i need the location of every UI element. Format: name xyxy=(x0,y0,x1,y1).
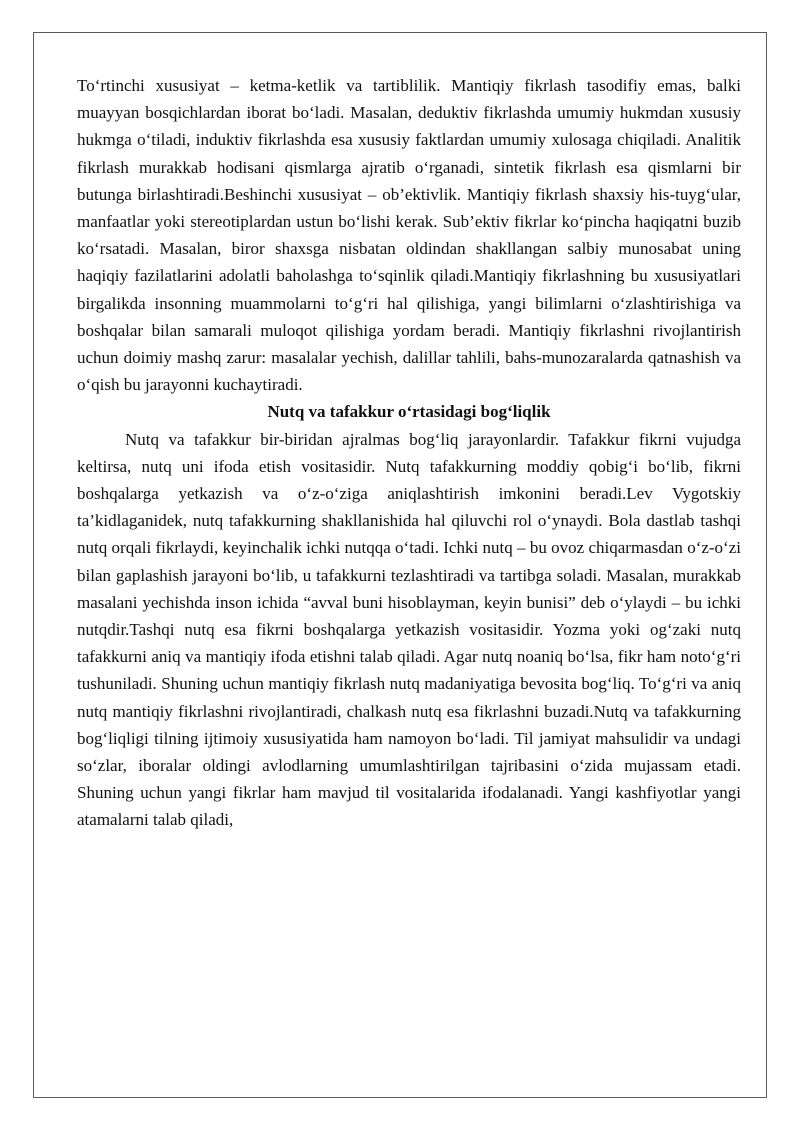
paragraph-speech-thought: Nutq va tafakkur bir-biridan ajralmas bog‘liq jarayonlardir. Tafakkur fikrni vujudga keltirsa, nutq uni ifoda etish vositasidir. Nutq tafakkurning moddiy qobig‘i bo‘lib, fikrni boshqalarga yetkazish va o‘z-o‘ziga aniqlashtirish imkonini beradi.Lev Vygotskiy ta’kidlaganidek, nutq tafakkurning shakllanishida hal qiluvchi rol o‘ynaydi. Bola dastlab tashqi nutq orqali fikrlaydi, keyinchalik ichki nutqqa o‘tadi. Ichki nutq – bu ovoz chiqarmasdan o‘z-o‘zi bilan gaplashish jarayoni bo‘lib, u tafakkurni tezlashtiradi va tartibga soladi. Masalan, murakkab masalani yechishda inson ichida “avval buni hisoblayman, keyin bunisi” deb o‘ylaydi – bu ichki nutqdir.Tashqi nutq esa fikrni boshqalarga yetkazish vositasidir. Yozma yoki og‘zaki nutq tafakkurni aniq va mantiqiy ifoda etishni talab qiladi. Agar nutq noaniq bo‘lsa, fikr ham noto‘g‘ri tushuniladi. Shuning uchun mantiqiy fikrlash nutq madaniyatiga bevosita bog‘liq. To‘g‘ri va aniq nutq mantiqiy fikrlashni rivojlantiradi, chalkash nutq esa fikrlashni buzadi.Nutq va tafakkurning bog‘liqligi tilning ijtimoiy xususiyatida ham namoyon bo‘ladi. Til jamiyat mahsulidir va undagi so‘zlar, iboralar oldingi avlodlarning umumlashtirilgan tajribasini o‘zida mujassam etadi. Shuning uchun yangi fikrlar ham mavjud til vositalarida ifodalanadi. Yangi kashfiyotlar yangi atamalarni talab qiladi, xyxy=(77,429,741,830)
document-body xyxy=(77,72,741,834)
section-heading: Nutq va tafakkur o‘rtasidagi bog‘liqlik xyxy=(267,402,551,422)
paragraph-characteristics: To‘rtinchi xususiyat – ketma-ketlik va tartiblilik. Mantiqiy fikrlash tasodifiy emas, balki muayyan bosqichlardan iborat bo‘ladi. Masalan, deduktiv fikrlashda umumiy hukmdan xususiy hukmga o‘tiladi, induktiv fikrlashda esa xususiy faktlardan umumiy xulosaga chiqiladi. Analitik fikrlash murakkab hodisani qismlarga ajratib o‘rganadi, sintetik fikrlash esa qismlarni bir butunga birlashtiradi.Beshinchi xususiyat – ob’ektivlik. Mantiqiy fikrlash shaxsiy his-tuyg‘ular, manfaatlar yoki stereotiplardan ustun bo‘lishi kerak. Sub’ektiv fikrlar ko‘pincha haqiqatni buzib ko‘rsatadi. Masalan, biror shaxsga nisbatan oldindan shakllangan salbiy munosabat uning haqiqiy fazilatlarini adolatli baholashga to‘sqinlik qiladi.Mantiqiy fikrlashning bu xususiyatlari birgalikda insonning muammolarni to‘g‘ri hal qilishiga, yangi bilimlarni o‘zlashtirishiga va boshqalar bilan samarali muloqot qilishiga yordam beradi. Mantiqiy fikrlashni rivojlantirish uchun doimiy mashq zarur: masalalar yechish, dalillar tahlili, bahs-munozaralarda qatnashish va o‘qish bu jarayonni kuchaytiradi. xyxy=(77,76,741,395)
